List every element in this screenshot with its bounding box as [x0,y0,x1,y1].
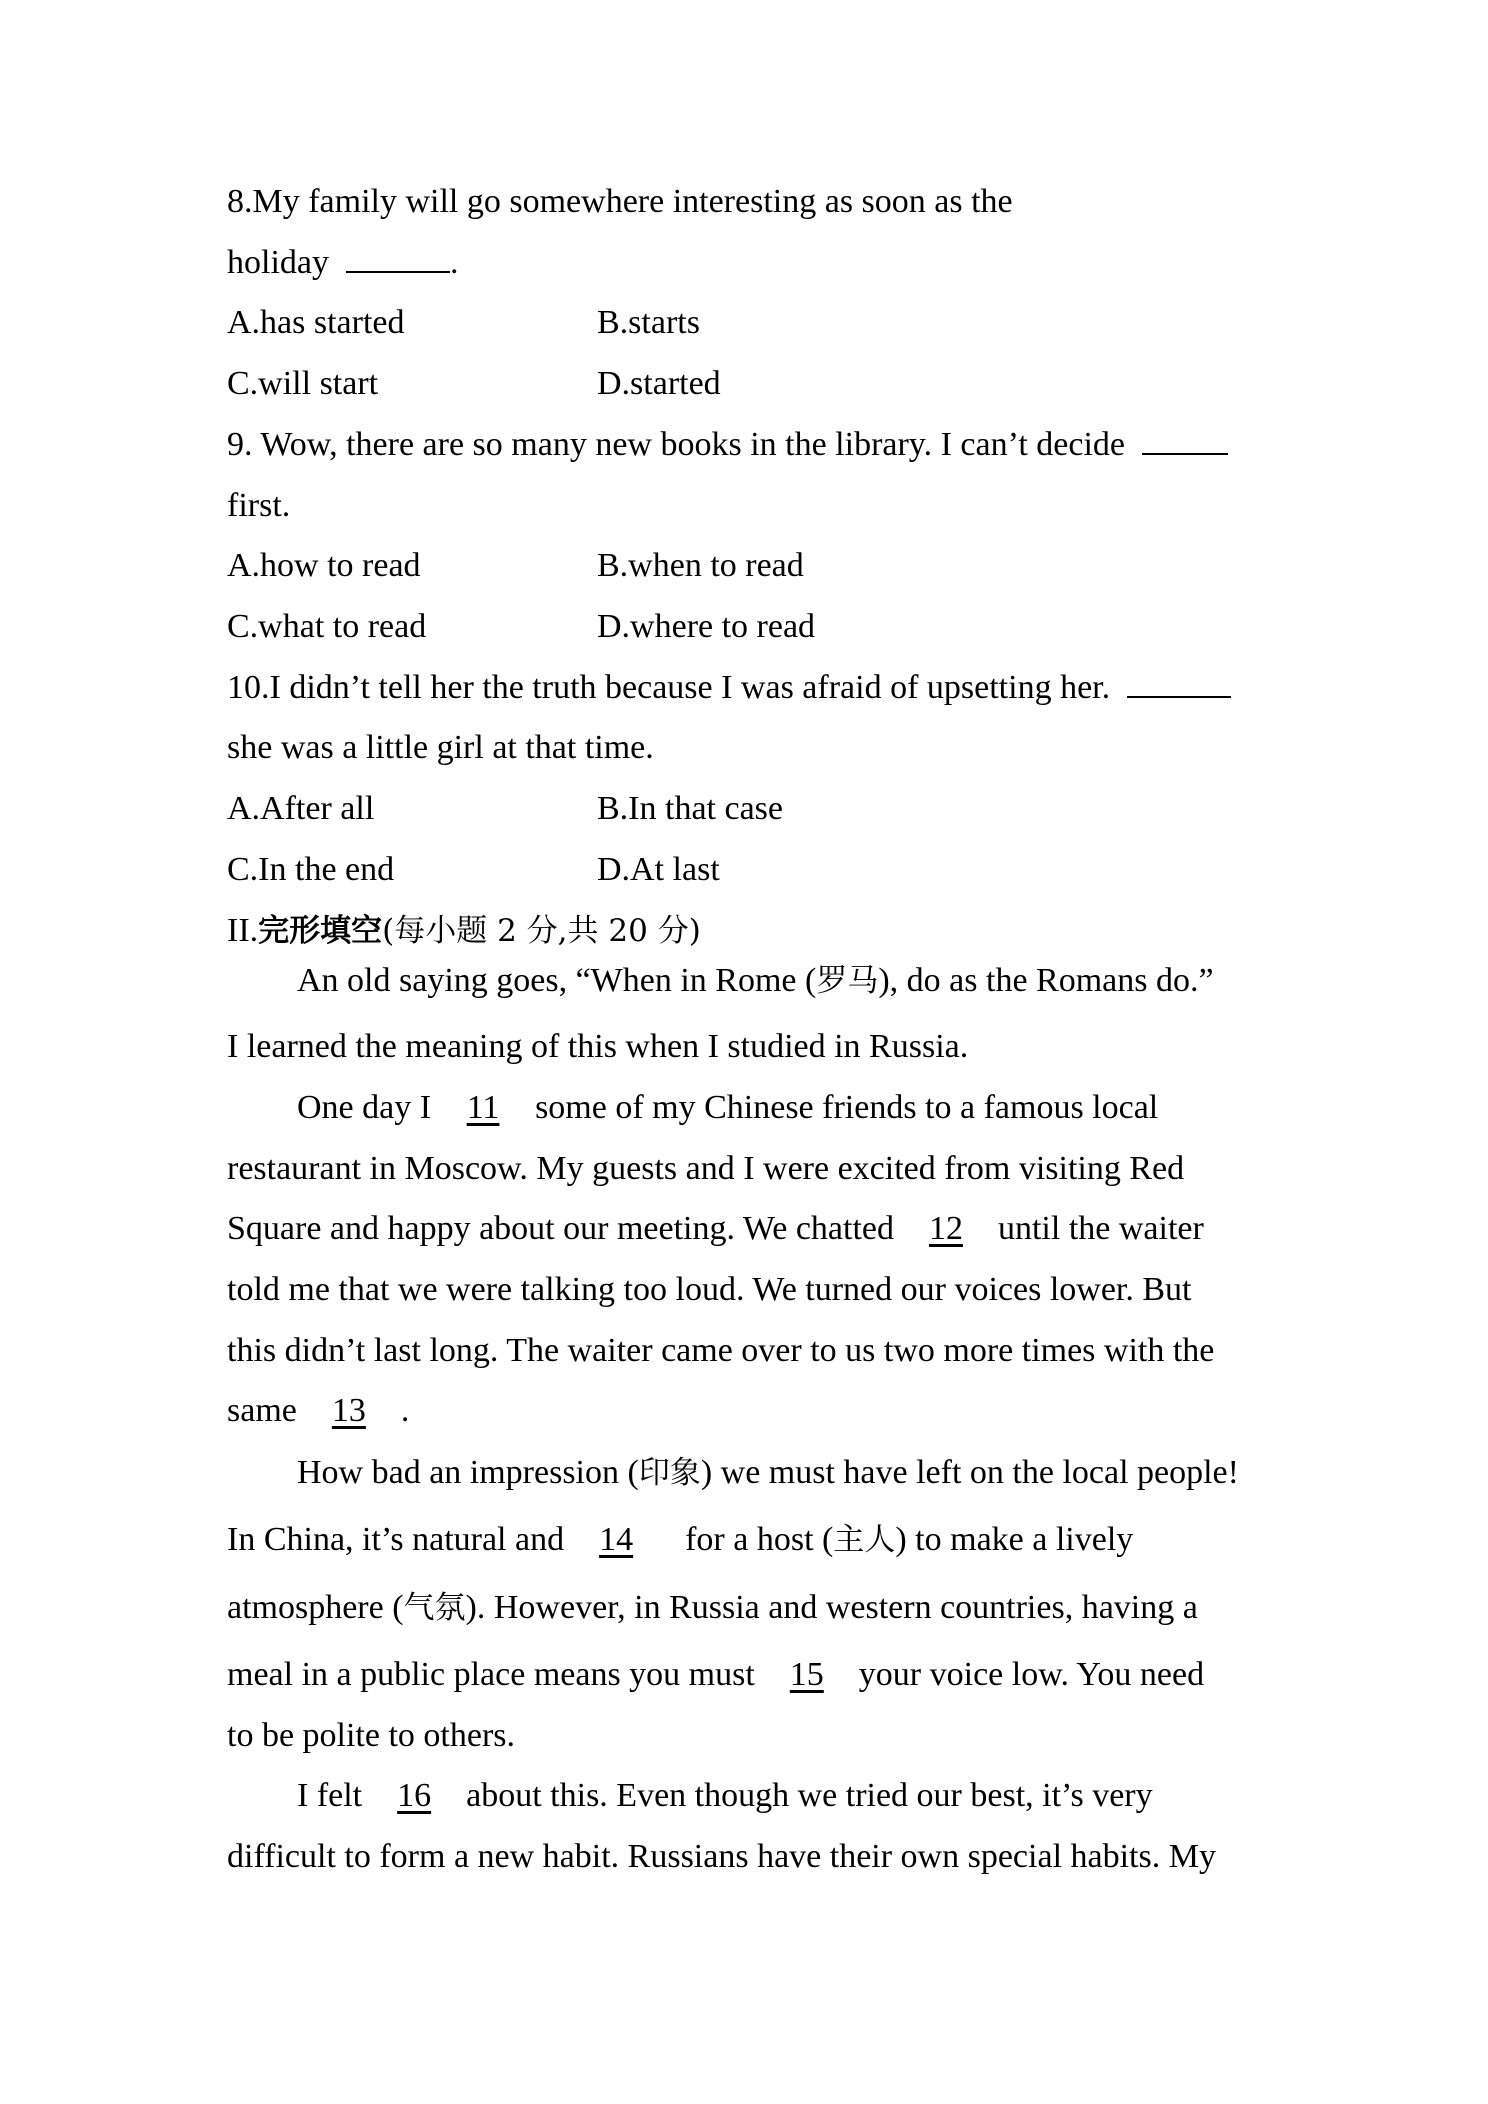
q8-stem-period: . [449,244,459,281]
passage-text: difficult to form a new habit. Russians have their own special habits. My [227,1838,1216,1875]
q8-option-d[interactable] [597,364,721,404]
passage-text: your voice low. You need [858,1656,1205,1693]
q9-option-c-text: C.what to read [227,608,427,645]
passage-text: this didn’t last long. The waiter came over to us two more times with the [227,1332,1215,1369]
q8-option-b[interactable] [597,303,700,343]
passage-text: One day I [297,1089,432,1126]
passage-text: . [400,1392,410,1429]
q9-stem-text-2: first. [227,487,291,524]
passage-p2-line6 [227,1391,409,1431]
passage-text: An old saying goes, “When in Rome ( [297,962,817,999]
q9-option-c[interactable] [227,607,426,647]
cloze-blank-15[interactable]: 15 [789,1656,824,1693]
passage-text: I learned the meaning of this when I studied in Russia. [227,1028,969,1065]
q10-option-c-text: C.In the end [227,851,395,888]
q10-option-a[interactable] [227,789,374,829]
q10-option-b[interactable] [597,789,783,829]
q10-answer-blank[interactable] [1127,670,1231,698]
passage-p3-line5 [227,1716,515,1756]
passage-text: ) we must have left on the local people! [700,1454,1239,1491]
q9-option-d[interactable] [597,607,815,647]
gloss-atmosphere: 气氛 [403,1590,466,1626]
passage-text: ) to make a lively [895,1521,1134,1558]
passage-text: ), do as the Romans do.” [878,962,1214,999]
cloze-blank-16[interactable]: 16 [397,1777,432,1814]
section-scoring-note: (每小题 2 分,共 20 分) [382,913,701,949]
passage-text: How bad an impression ( [297,1454,639,1491]
q8-option-b-text: B.starts [597,304,700,341]
q10-stem-text-2: she was a little girl at that time. [227,729,654,766]
cloze-blank-12[interactable]: 12 [928,1210,963,1247]
passage-text: In China, it’s natural and [227,1521,565,1558]
passage-p2-line4 [227,1270,1191,1310]
passage-p4-line1 [297,1776,1153,1816]
q8-stem-line1 [227,182,1013,222]
q8-option-a[interactable] [227,303,405,343]
passage-p2-line5 [227,1331,1214,1371]
q8-stem-text: 8.My family will go somewhere interesting as soon as the [227,183,1013,220]
passage-text: about this. Even though we tried our best, it’s very [466,1777,1153,1814]
cloze-blank-11[interactable]: 11 [466,1089,500,1126]
passage-p2-line3 [227,1209,1204,1249]
q8-option-a-text: A.has started [227,304,405,341]
passage-p2-line2 [227,1149,1184,1189]
passage-p3-line2 [227,1520,1133,1560]
section-title: 完形填空 [258,913,383,949]
passage-text: ). However, in Russia and western countries, having a [465,1589,1198,1626]
q9-stem-line1 [227,425,1228,465]
gloss-impression: 印象 [638,1455,701,1491]
passage-text: meal in a public place means you must [227,1656,755,1693]
q10-option-c[interactable] [227,850,394,890]
q10-stem-line2 [227,728,654,768]
passage-text: until the waiter [997,1210,1204,1247]
passage-text: restaurant in Moscow. My guests and I were excited from visiting Red [227,1150,1185,1187]
passage-text: atmosphere ( [227,1589,404,1626]
section-number: II. [227,912,259,949]
q9-stem-text: 9. Wow, there are so many new books in the library. I can’t decide [227,426,1125,463]
passage-text: some of my Chinese friends to a famous local [535,1089,1159,1126]
q9-stem-line2 [227,486,290,526]
gloss-rome: 罗马 [816,963,879,999]
q10-option-d[interactable] [597,850,720,890]
passage-p3-line3 [227,1588,1198,1628]
cloze-blank-14[interactable]: 14 [599,1521,634,1558]
q10-option-a-text: A.After all [227,790,375,827]
q9-answer-blank[interactable] [1142,427,1228,455]
q8-stem-text-2: holiday [227,244,329,281]
q10-option-d-text: D.At last [597,851,720,888]
cloze-blank-13[interactable]: 13 [331,1392,366,1429]
q9-option-a-text: A.how to read [227,547,421,584]
passage-text: for a host ( [685,1521,834,1558]
passage-text: to be polite to others. [227,1717,516,1754]
passage-text: I felt [297,1777,363,1814]
q9-option-d-text: D.where to read [597,608,816,645]
passage-p1-line2 [227,1027,968,1067]
q8-option-c-text: C.will start [227,365,379,402]
q9-option-b[interactable] [597,546,804,586]
gloss-host: 主人 [833,1522,896,1558]
q10-stem-text: 10.I didn’t tell her the truth because I was afraid of upsetting her. [227,669,1111,706]
q9-option-b-text: B.when to read [597,547,804,584]
passage-text: same [227,1392,297,1429]
passage-p4-line2 [227,1837,1216,1877]
passage-p3-line1 [297,1453,1239,1493]
passage-p1-line1 [297,961,1214,1001]
passage-text: Square and happy about our meeting. We chatted [227,1210,894,1247]
q8-answer-blank[interactable] [346,245,450,273]
q8-stem-line2 [227,243,458,283]
passage-p2-line1 [297,1088,1158,1128]
section-heading [227,911,701,951]
q8-option-c[interactable] [227,364,378,404]
q9-option-a[interactable] [227,546,421,586]
passage-p3-line4 [227,1655,1204,1695]
q8-option-d-text: D.started [597,365,721,402]
passage-text: told me that we were talking too loud. We turned our voices lower. But [227,1271,1192,1308]
q10-stem-line1 [227,668,1231,708]
q10-option-b-text: B.In that case [597,790,783,827]
